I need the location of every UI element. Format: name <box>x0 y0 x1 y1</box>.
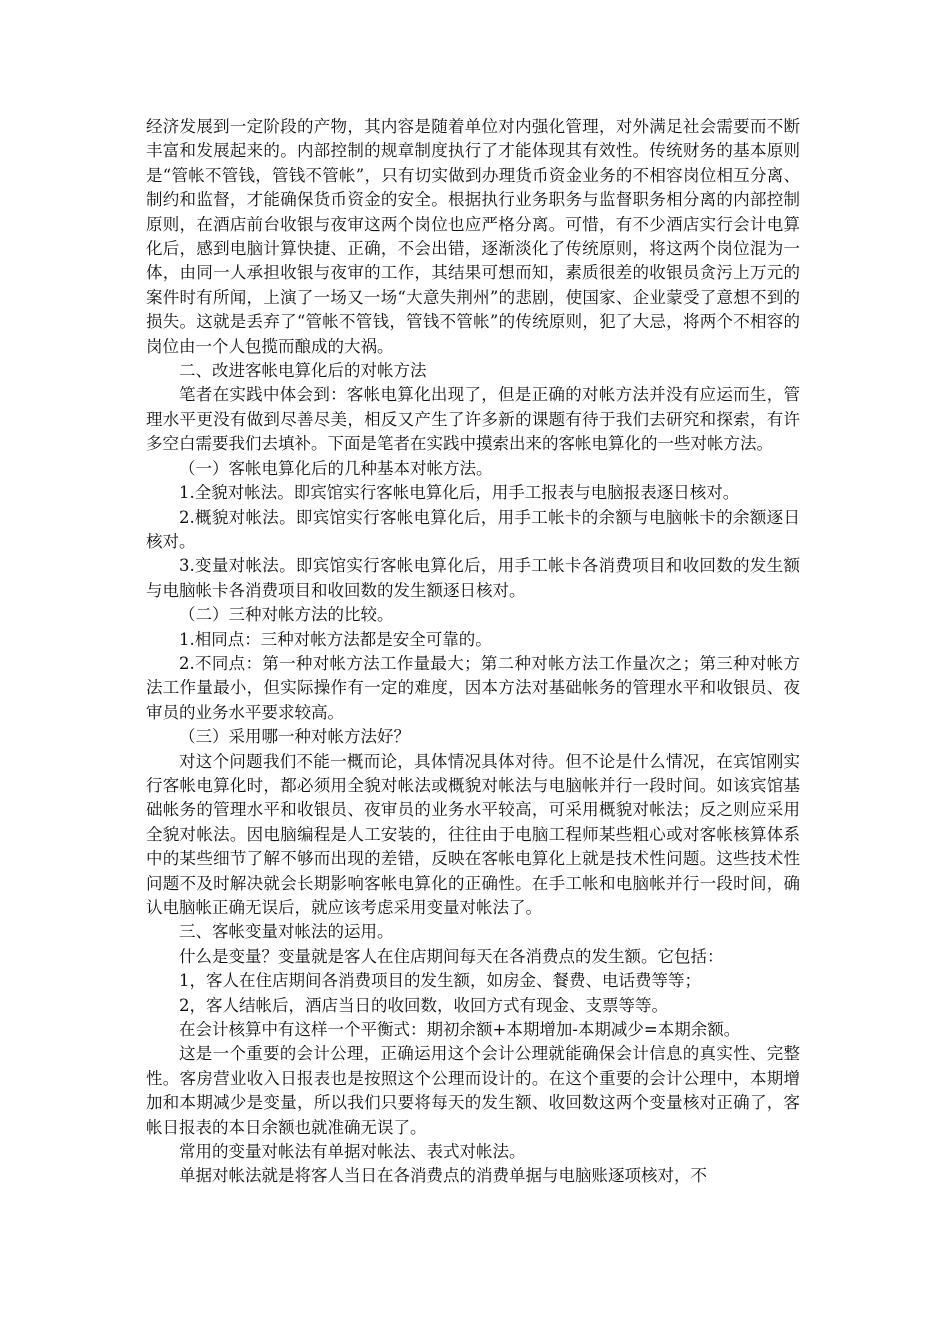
paragraph-variable-definition: 什么是变量？变量就是客人在住店期间每天在各消费点的发生额。它包括： <box>179 946 724 966</box>
subheading-which-method: （三）采用哪一种对帐方法好？ <box>179 727 410 747</box>
document-page <box>146 115 800 1189</box>
list-item-difference: 2.不同点：第一种对帐方法工作量最大；第二种对帐方法工作量次之；第三种对帐方法工作量最小，但实际操作有一定的难度，因本方法对基础帐务的管理水平和收银员、夜审员的业务水平要求较高。 <box>146 653 800 722</box>
list-item-similarity: 1.相同点：三种对帐方法都是安全可靠的。 <box>179 629 492 649</box>
list-item-recovery: 2，客人结帐后，酒店当日的收回数，收回方式有现金、支票等等。 <box>179 995 668 1015</box>
section-heading-2: 二、改进客帐电算化后的对帐方法 <box>179 361 427 381</box>
list-item-consumption: 1，客人在住店期间各消费项目的发生额，如房金、餐费、电话费等等； <box>179 971 701 991</box>
paragraph-voucher-method: 单据对帐法就是将客人当日在各消费点的消费单据与电脑账逐项核对，不 <box>179 1166 707 1186</box>
list-item-variable-method: 3.变量对帐法。即宾馆实行客帐电算化后，用手工帐卡各消费项目和收回数的发生额与电脑帐卡各消费项目和收回数的发生额逐日核对。 <box>146 556 800 600</box>
paragraph-balance-equation: 在会计核算中有这样一个平衡式：期初余额+本期增加-本期减少=本期余额。 <box>179 1020 741 1040</box>
paragraph-accounting-axiom: 这是一个重要的会计公理，正确运用这个会计公理就能确保会计信息的真实性、完整性。客房营业收入日报表也是按照这个公理而设计的。在这个重要的会计公理中，本期增加和本期减少是变量，所以我们只要将每天的发生额、收回数这两个变量核对正确了，客帐日报表的本日余额也就准确无误了。 <box>146 1044 800 1137</box>
paragraph-common-methods: 常用的变量对帐法有单据对帐法、表式对帐法。 <box>179 1142 526 1162</box>
paragraph-method-choice: 对这个问题我们不能一概而论，具体情况具体对待。但不论是什么情况，在宾馆刚实行客帐电算化时，都必须用全貌对帐法或概貌对帐法与电脑帐并行一段时间。如该宾馆基础帐务的管理水平和收银员、夜审员的业务水平较高，可采用概貌对帐法；反之则应采用全貌对帐法。因电脑编程是人工安装的，往往由于电脑工程师某些粗心或对客帐核算体系中的某些细节了解不够而出现的差错，反映在客帐电算化上就是技术性问题。这些技术性问题不及时解决就会长期影响客帐电算化的正确性。在手工帐和电脑帐并行一段时间，确认电脑帐正确无误后，就应该考虑采用变量对帐法了。 <box>146 751 800 917</box>
paragraph-practice-intro: 笔者在实践中体会到：客帐电算化出现了，但是正确的对帐方法并没有应运而生，管理水平更没有做到尽善尽美，相反又产生了许多新的课题有待于我们去研究和探索，有许多空白需要我们去填补。下面是笔者在实践中摸索出来的客帐电算化的一些对帐方法。 <box>146 385 800 454</box>
subheading-comparison: （二）三种对帐方法的比较。 <box>179 605 394 625</box>
section-heading-3: 三、客帐变量对帐法的运用。 <box>179 922 394 942</box>
paragraph-internal-control: 经济发展到一定阶段的产物，其内容是随着单位对内强化管理，对外满足社会需要而不断丰富和发展起来的。内部控制的规章制度执行了才能体现其有效性。传统财务的基本原则是“管帐不管钱，管钱不管帐”，只有切实做到办理货币资金业务的不相容岗位相互分离、制约和监督，才能确保货币资金的安全。根据执行业务职务与监督职务相分离的内部控制原则，在酒店前台收银与夜审这两个岗位也应严格分离。可惜，有不少酒店实行会计电算化后，感到电脑计算快捷、正确，不会出错，逐渐淡化了传统原则，将这两个岗位混为一体，由同一人承担收银与夜审的工作，其结果可想而知，素质很差的收银员贪污上万元的案件时有所闻，上演了一场又一场“大意失荆州”的悲剧，使国家、企业蒙受了意想不到的损失。这就是丢弃了“管帐不管钱，管钱不管帐”的传统原则，犯了大忌，将两个不相容的岗位由一个人包揽而酿成的大祸。 <box>146 117 800 356</box>
list-item-full-method: 1.全貌对帐法。即宾馆实行客帐电算化后，用手工报表与电脑报表逐日核对。 <box>179 483 740 503</box>
subheading-basic-methods: （一）客帐电算化后的几种基本对帐方法。 <box>179 458 493 478</box>
list-item-overview-method: 2.概貌对帐法。即宾馆实行客帐电算化后，用手工帐卡的余额与电脑帐卡的余额逐日核对。 <box>146 507 800 551</box>
